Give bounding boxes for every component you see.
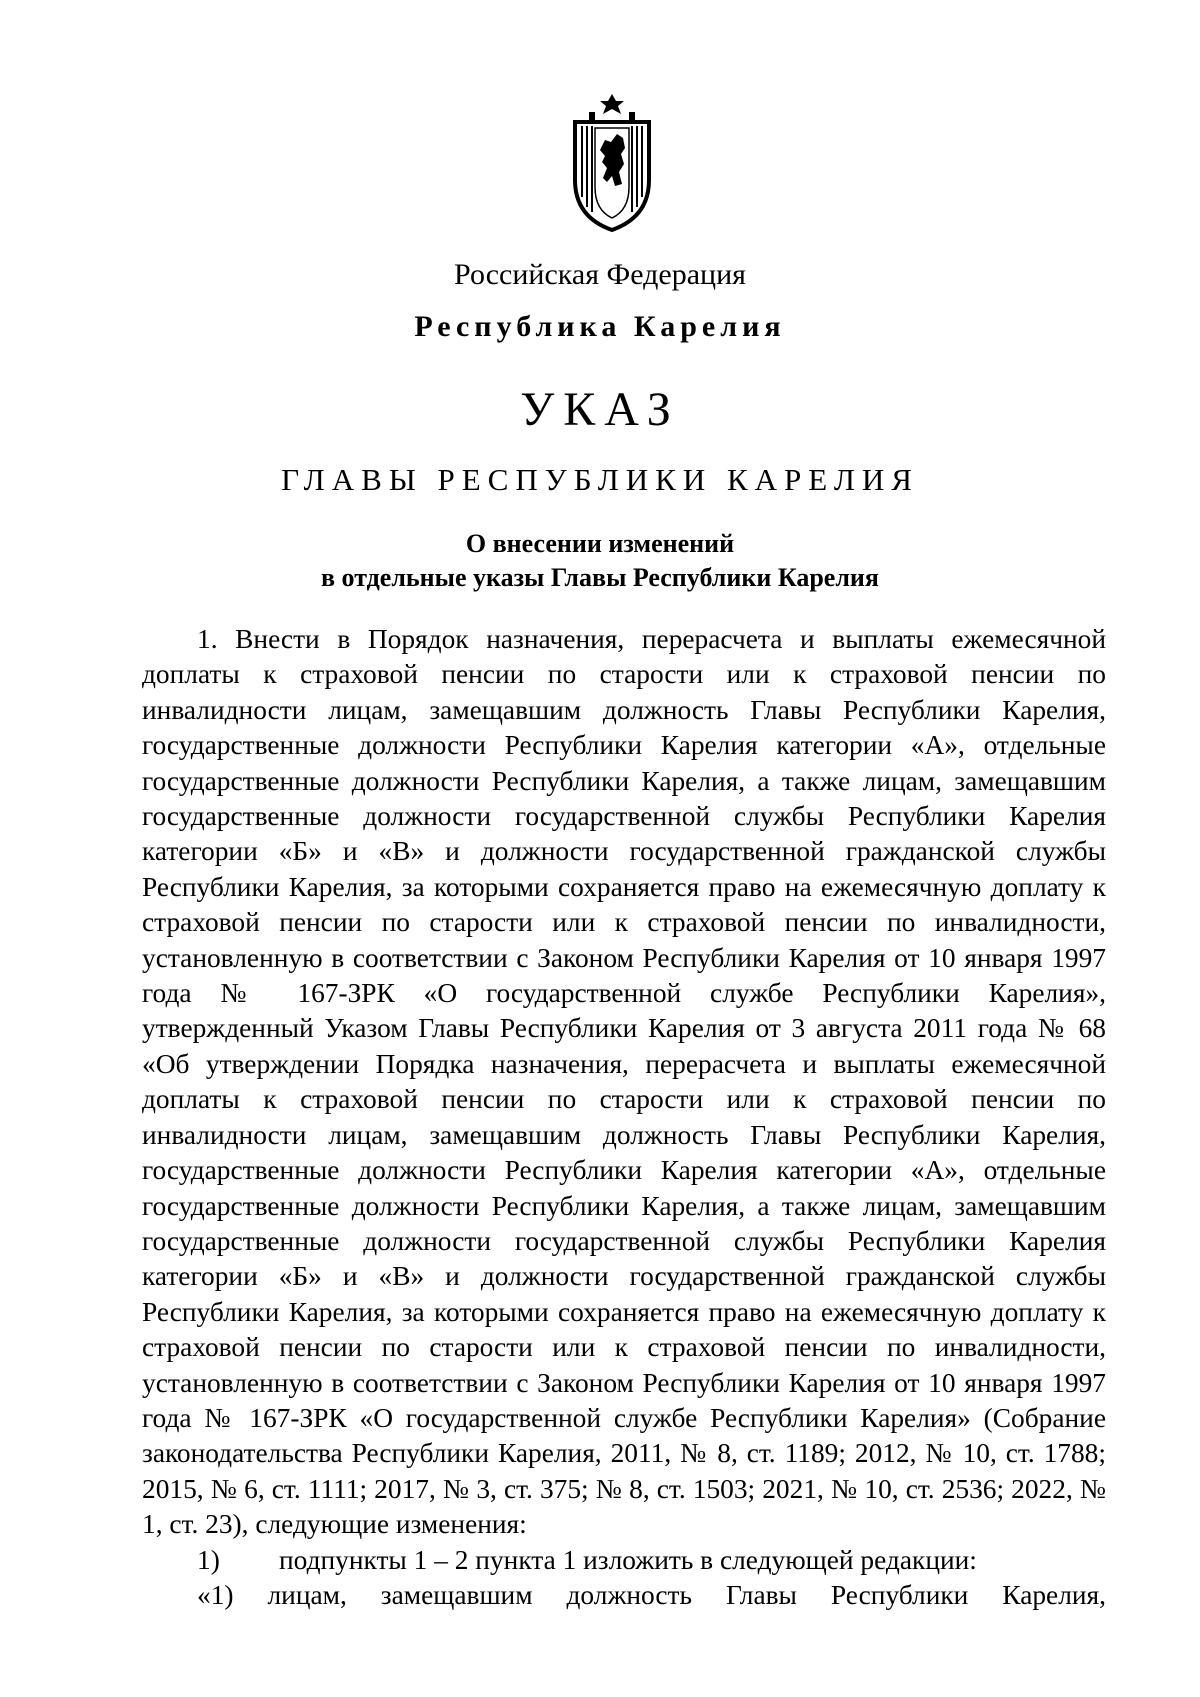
paragraph-1: 1. Внести в Порядок назначения, перерасчета и выплаты ежемесячной доплаты к страховой пенсии по старости или к страховой пенсии по инвалидности лицам, замещавшим должность Главы Республики Карелия, государственные должности Республики Карелия категории «А», отдельные государственные должности Республики Карелия, а также лицам, замещавшим государственные должности государственной службы Республики Карелия категории «Б» и «В» и должности государственной гражданской службы Республики Карелия, за которыми сохраняется право на ежемесячную доплату к страховой пенсии по старости или к страховой пенсии по инвалидности, установленную в соответствии с Законом Республики Карелия от 10 января 1997 года № 167-ЗРК «О государственной службе Республики Карелия», утвержденный Указом Главы Республики Карелия от 3 августа 2011 года № 68 «Об утверждении Порядка назначения, перерасчета и выплаты ежемесячной доплаты к страховой пенсии по старости или к страховой пенсии по инвалидности лицам, замещавшим должность Главы Республики Карелия, государственные должности Республики Карелия категории «А», отдельные государственные должности Республики Карелия, а также лицам, замещавшим государственные должности государственной службы Республики Карелия категории «Б» и «В» и должности государственной гражданской службы Республики Карелия, за которыми сохраняется право на ежемесячную доплату к страховой пенсии по старости или к страховой пенсии по инвалидности, установленную в соответствии с Законом Республики Карелия от 10 января 1997 года № 167-ЗРК «О государственной службе Республики Карелия» (Собрание законодательства Республики Карелия, 2011, № 8, ст. 1189; 2012, № 10, ст. 1788; 2015, № 6, ст. 1111; 2017, № 3, ст. 375; № 8, ст. 1503; 2021, № 10, ст. 2536; 2022, № 1, ст. 23), следующие изменения: — [142, 624, 1106, 1540]
document-title-line-1: О внесении изменений — [465, 529, 735, 558]
karelia-coat-of-arms-icon — [567, 92, 657, 232]
quoted-subitem-start: «1) лицам, замещавшим должность Главы Республики Карелия, — [197, 1579, 1106, 1610]
document-type: УКАЗ — [520, 383, 680, 436]
list-item-number: 1) — [197, 1544, 220, 1575]
list-item-text: подпункты 1 – 2 пункта 1 изложить в следующей редакции: — [279, 1544, 977, 1575]
document-title-line-2: в отдельные указы Главы Республики Карелия — [321, 563, 879, 592]
list-item-1 — [142, 1543, 1106, 1578]
country-name: Российская Федерация — [454, 258, 746, 291]
document-body — [142, 622, 1106, 1613]
document-issuer: ГЛАВЫ РЕСПУБЛИКИ КАРЕЛИЯ — [281, 462, 919, 497]
republic-name: Республика Карелия — [414, 310, 786, 343]
